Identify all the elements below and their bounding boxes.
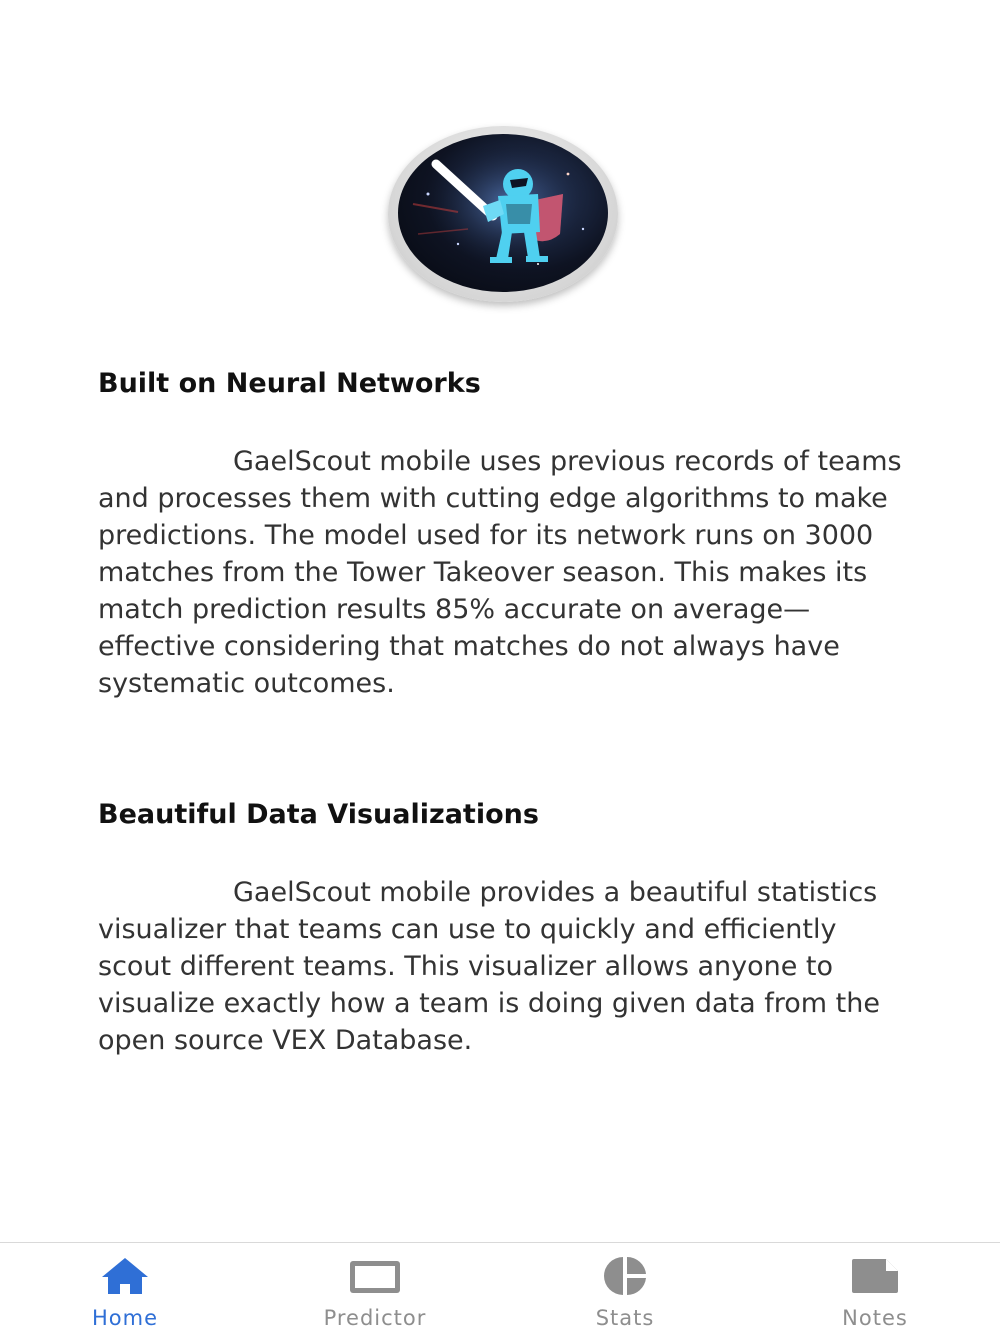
home-icon — [98, 1255, 152, 1297]
gaelscout-knight-logo-icon — [398, 134, 608, 292]
tab-notes[interactable] — [750, 1243, 1000, 1334]
section-title-data-visualizations: Beautiful Data Visualizations — [98, 799, 539, 830]
section-title-neural-networks: Built on Neural Networks — [98, 368, 481, 399]
pie-chart-icon — [598, 1255, 652, 1297]
section-body-neural-networks: GaelScout mobile uses previous records of teams and processes them with cutting edge algorithms to make predictions. The model used for its network runs on 3000 matches from the Tower Takeover season. This makes its match prediction results 85% accurate on average—effective considering that matches do not always have systematic outcomes. — [98, 446, 902, 699]
tab-stats-label: Stats — [595, 1306, 655, 1330]
app-logo — [388, 126, 618, 302]
tab-predictor-label: Predictor — [323, 1306, 427, 1330]
tab-home[interactable] — [0, 1243, 250, 1334]
section-body-data-visualizations: GaelScout mobile provides a beautiful statistics visualizer that teams can use to quickly and efficiently scout different teams. This visualizer allows anyone to visualize exactly how a team is doing given data from the open source VEX Database. — [98, 877, 880, 1056]
tab-notes-label: Notes — [842, 1306, 908, 1330]
tab-predictor[interactable] — [250, 1243, 500, 1334]
tablet-icon — [348, 1255, 402, 1297]
tab-stats[interactable] — [500, 1243, 750, 1334]
bottom-tab-bar — [0, 1242, 1000, 1334]
tab-home-label: Home — [91, 1306, 158, 1330]
note-icon — [848, 1255, 902, 1297]
